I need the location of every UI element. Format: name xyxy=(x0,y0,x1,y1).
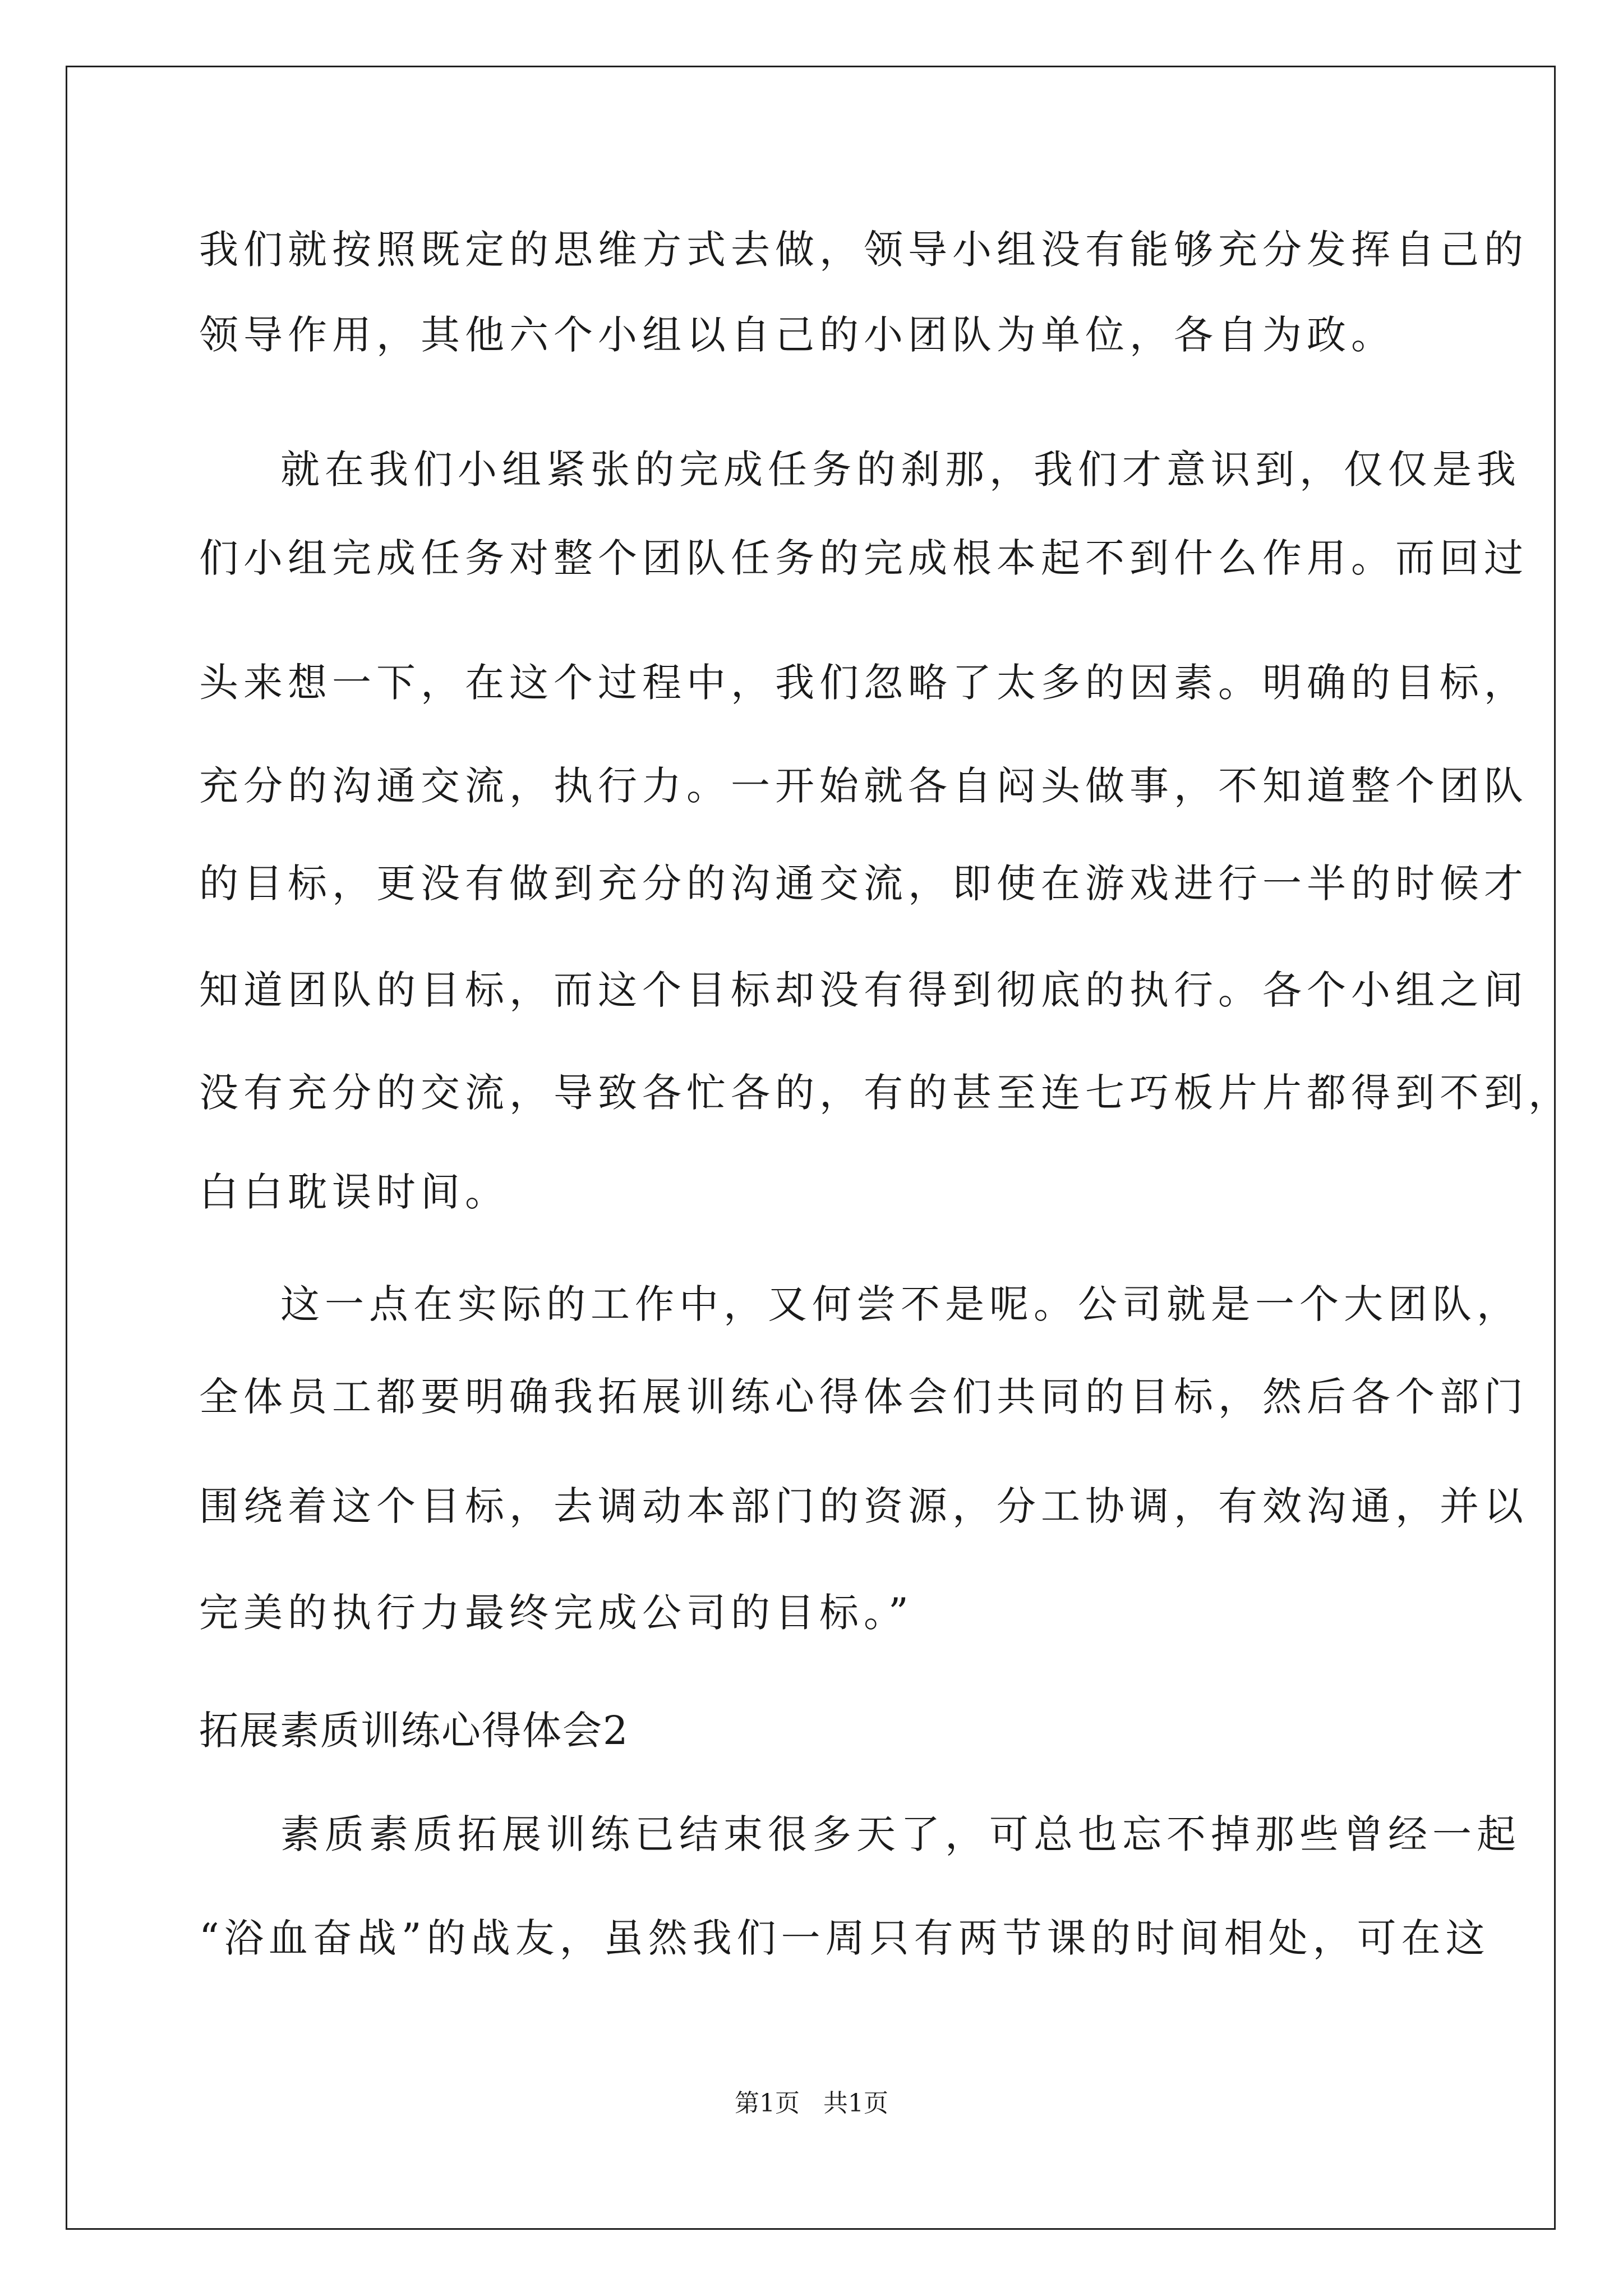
paragraph-line: 这一点在实际的工作中，又何尝不是呢。公司就是一个大团队， xyxy=(280,1281,1521,1327)
paragraph-line: 围绕着这个目标，去调动本部门的资源，分工协调，有效沟通，并以 xyxy=(199,1483,1528,1529)
paragraph-line: 我们就按照既定的思维方式去做，领导小组没有能够充分发挥自己的 xyxy=(199,227,1528,273)
paragraph-line: “浴血奋战”的战友，虽然我们一周只有两节课的时间相处，可在这 xyxy=(199,1915,1490,1961)
paragraph-line: 就在我们小组紧张的完成任务的刹那，我们才意识到，仅仅是我 xyxy=(280,447,1521,493)
paragraph-line: 的目标，更没有做到充分的沟通交流，即使在游戏进行一半的时候才 xyxy=(199,861,1528,907)
paragraph-line: 完美的执行力最终完成公司的目标。” xyxy=(199,1590,914,1636)
paragraph-line: 充分的沟通交流，执行力。一开始就各自闷头做事，不知道整个团队 xyxy=(199,763,1528,809)
paragraph-line: 没有充分的交流，导致各忙各的，有的甚至连七巧板片片都得到不到， xyxy=(199,1070,1573,1116)
paragraph-line: 全体员工都要明确我拓展训练心得体会们共同的目标，然后各个部门 xyxy=(199,1374,1528,1420)
paragraph-line: 知道团队的目标，而这个目标却没有得到彻底的执行。各个小组之间 xyxy=(199,967,1528,1013)
paragraph-line: 头来想一下，在这个过程中，我们忽略了太多的因素。明确的目标， xyxy=(199,660,1528,706)
paragraph-line: 白白耽误时间。 xyxy=(199,1169,509,1215)
paragraph-line: 素质素质拓展训练已结束很多天了，可总也忘不掉那些曾经一起 xyxy=(280,1811,1521,1857)
paragraph-line: 领导作用，其他六个小组以自己的小团队为单位，各自为政。 xyxy=(199,312,1395,358)
paragraph-line: 们小组完成任务对整个团队任务的完成根本起不到什么作用。而回过 xyxy=(199,535,1528,581)
page-border xyxy=(66,66,1556,2230)
section-heading: 拓展素质训练心得体会2 xyxy=(199,1708,629,1754)
page-number-footer: 第1页 共1页 xyxy=(735,2089,888,2118)
